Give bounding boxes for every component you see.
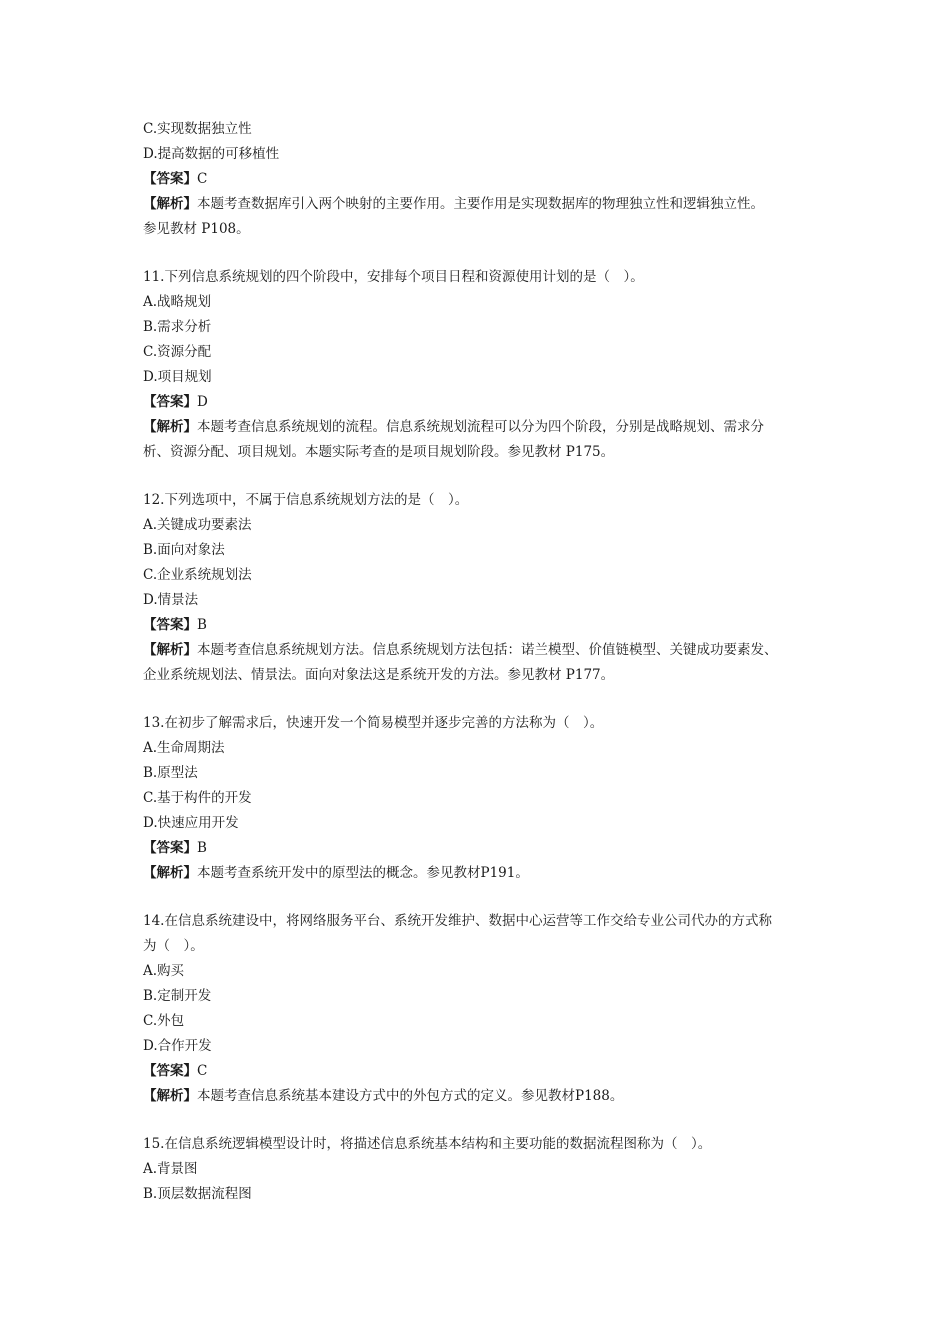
- analysis-text: 析、资源分配、项目规划。本题实际考查的是项目规划阶段。参见教材 P175。: [143, 444, 615, 460]
- option-b: B.需求分析: [143, 319, 212, 335]
- analysis-tag: 【解析】: [143, 642, 197, 658]
- question-stem: 12.下列选项中，不属于信息系统规划方法的是（ ）。: [143, 492, 469, 508]
- document-page: [143, 117, 813, 1207]
- answer-line: [143, 613, 813, 638]
- option-a: A.战略规划: [143, 294, 212, 310]
- question-11: [143, 265, 813, 465]
- question-14: [143, 909, 813, 1109]
- analysis-tag: 【解析】: [143, 1088, 197, 1104]
- option-c: C.资源分配: [143, 344, 212, 360]
- option-c: C.外包: [143, 1013, 185, 1029]
- answer-value: D: [197, 394, 208, 410]
- analysis-text: 本题考查信息系统基本建设方式中的外包方式的定义。参见教材P188。: [197, 1088, 624, 1104]
- analysis-paragraph: [143, 415, 813, 465]
- option-d: D.情景法: [143, 592, 199, 608]
- answer-tag: 【答案】: [143, 840, 197, 856]
- option-a: A.背景图: [143, 1161, 198, 1177]
- question-stem-line: 14.在信息系统建设中，将网络服务平台、系统开发维护、数据中心运营等工作交给专业公司代办的方式称: [143, 913, 772, 929]
- option-c: C.基于构件的开发: [143, 790, 252, 806]
- question-stem: 11.下列信息系统规划的四个阶段中，安排每个项目日程和资源使用计划的是（ ）。: [143, 269, 644, 285]
- question-13: [143, 711, 813, 886]
- analysis-tag: 【解析】: [143, 419, 197, 435]
- option-a: A.关键成功要素法: [143, 517, 252, 533]
- option-d: D.合作开发: [143, 1038, 212, 1054]
- answer-value: C: [197, 1063, 208, 1079]
- option-c: C.企业系统规划法: [143, 567, 252, 583]
- answer-tag: 【答案】: [143, 617, 197, 633]
- analysis-text: 参见教材 P108。: [143, 221, 250, 237]
- option-d: D.提高数据的可移植性: [143, 146, 280, 162]
- answer-line: [143, 167, 813, 192]
- analysis-paragraph: [143, 638, 813, 688]
- answer-value: B: [197, 840, 207, 856]
- option-a: A.购买: [143, 963, 185, 979]
- analysis-tag: 【解析】: [143, 865, 197, 881]
- answer-value: B: [197, 617, 207, 633]
- analysis-paragraph: [143, 192, 813, 242]
- option-b: B.原型法: [143, 765, 198, 781]
- analysis-paragraph: [143, 1084, 813, 1109]
- option-b: B.面向对象法: [143, 542, 225, 558]
- analysis-text: 本题考查系统开发中的原型法的概念。参见教材P191。: [197, 865, 529, 881]
- question-stem-line: 为（ ）。: [143, 938, 204, 954]
- analysis-text: 本题考查信息系统规划方法。信息系统规划方法包括：诺兰模型、价值链模型、关键成功要素发、: [197, 642, 778, 658]
- option-b: B.定制开发: [143, 988, 212, 1004]
- question-12: [143, 488, 813, 688]
- analysis-text: 本题考查数据库引入两个映射的主要作用。主要作用是实现数据库的物理独立性和逻辑独立性。: [197, 196, 764, 212]
- option-d: D.快速应用开发: [143, 815, 239, 831]
- answer-line: [143, 390, 813, 415]
- option-c: C.实现数据独立性: [143, 121, 252, 137]
- option-a: A.生命周期法: [143, 740, 225, 756]
- question-15: [143, 1132, 813, 1207]
- answer-tag: 【答案】: [143, 394, 197, 410]
- option-b: B.顶层数据流程图: [143, 1186, 252, 1202]
- answer-tag: 【答案】: [143, 1063, 197, 1079]
- option-d: D.项目规划: [143, 369, 212, 385]
- answer-line: [143, 836, 813, 861]
- answer-line: [143, 1059, 813, 1084]
- question-stem: 13.在初步了解需求后，快速开发一个简易模型并逐步完善的方法称为（ ）。: [143, 715, 604, 731]
- answer-tag: 【答案】: [143, 171, 197, 187]
- question-10-continuation: [143, 117, 813, 242]
- question-stem: [143, 909, 813, 959]
- analysis-text: 本题考查信息系统规划的流程。信息系统规划流程可以分为四个阶段，分别是战略规划、需求分: [197, 419, 764, 435]
- analysis-text: 企业系统规划法、情景法。面向对象法这是系统开发的方法。参见教材 P177。: [143, 667, 615, 683]
- analysis-tag: 【解析】: [143, 196, 197, 212]
- answer-value: C: [197, 171, 208, 187]
- question-stem: 15.在信息系统逻辑模型设计时，将描述信息系统基本结构和主要功能的数据流程图称为（ ）。: [143, 1136, 712, 1152]
- analysis-paragraph: [143, 861, 813, 886]
